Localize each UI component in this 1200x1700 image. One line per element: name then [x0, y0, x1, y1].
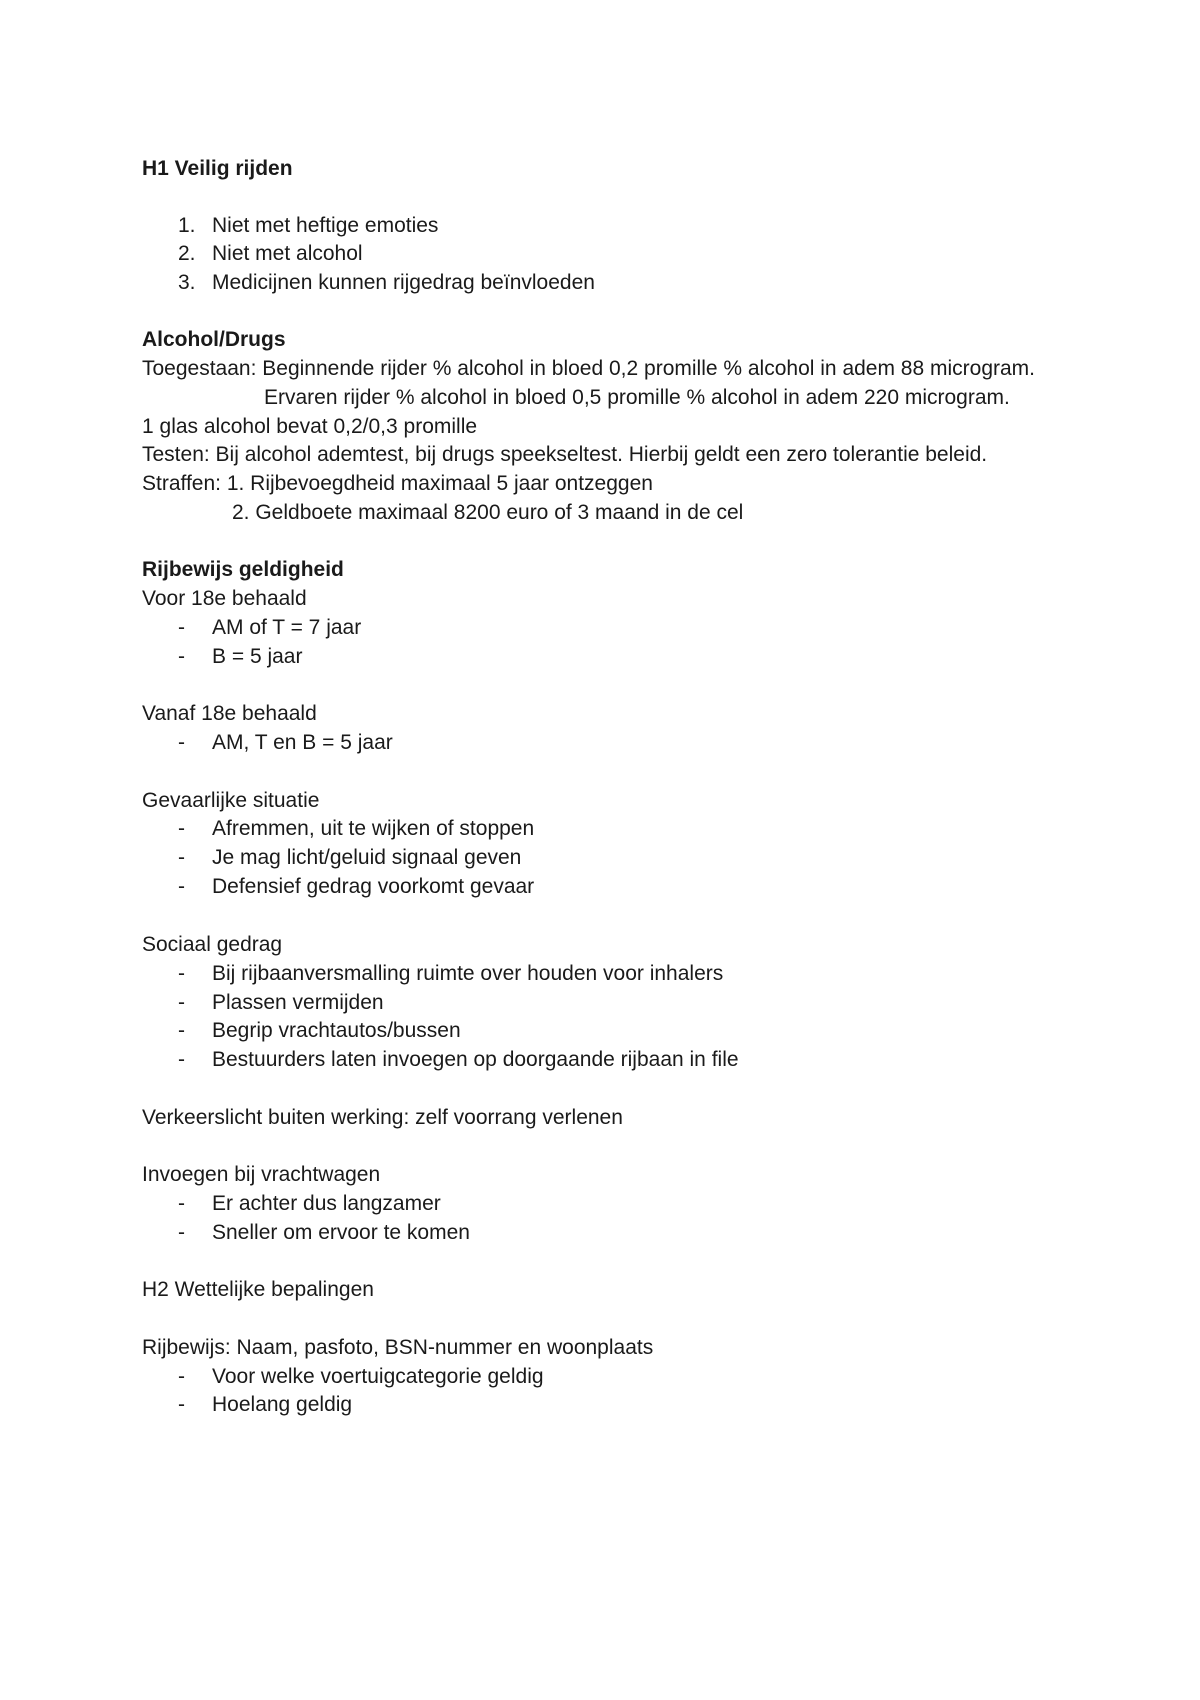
list-text: Begrip vrachtautos/bussen	[212, 1019, 461, 1042]
allowed-beginner: Toegestaan: Beginnende rijder % alcohol in bloed 0,2 promille % alcohol in adem 88 microgram.	[142, 357, 1036, 380]
heading-alcohol: Alcohol/Drugs	[142, 328, 286, 351]
heading-h1: H1 Veilig rijden	[142, 157, 293, 180]
list-text: AM of T = 7 jaar	[212, 616, 362, 639]
heading-license: Rijbewijs geldigheid	[142, 558, 344, 581]
heading-merge: Invoegen bij vrachtwagen	[142, 1163, 381, 1186]
list-text: Je mag licht/geluid signaal geven	[212, 846, 522, 869]
list-item	[142, 1018, 1142, 1044]
license-card-info: Rijbewijs: Naam, pasfoto, BSN-nummer en woonplaats	[142, 1336, 654, 1359]
bullet-dash: -	[178, 645, 185, 668]
glass-info: 1 glas alcohol bevat 0,2/0,3 promille	[142, 415, 478, 438]
list-text: Voor welke voertuigcategorie geldig	[212, 1365, 544, 1388]
list-text: Niet met alcohol	[212, 242, 363, 265]
list-text: Medicijnen kunnen rijgedrag beïnvloeden	[212, 271, 595, 294]
list-text: Bij rijbaanversmalling ruimte over houden voor inhalers	[212, 962, 724, 985]
tests-info: Testen: Bij alcohol ademtest, bij drugs speekseltest. Hierbij geldt een zero tolerantie beleid.	[142, 443, 988, 466]
heading-social: Sociaal gedrag	[142, 933, 283, 956]
list-text: Bestuurders laten invoegen op doorgaande rijbaan in file	[212, 1048, 739, 1071]
list-number: 2.	[178, 242, 196, 265]
list-number: 3.	[178, 271, 196, 294]
penalty-2: 2. Geldboete maximaal 8200 euro of 3 maand in de cel	[232, 501, 744, 524]
bullet-dash: -	[178, 1365, 185, 1388]
bullet-dash: -	[178, 962, 185, 985]
allowed-experienced: Ervaren rijder % alcohol in bloed 0,5 promille % alcohol in adem 220 microgram.	[264, 386, 1010, 409]
list-item	[142, 1047, 1142, 1073]
bullet-dash: -	[178, 1221, 185, 1244]
list-item	[142, 241, 1142, 267]
before-18: Voor 18e behaald	[142, 587, 307, 610]
list-item	[142, 1364, 1142, 1390]
list-item	[142, 816, 1142, 842]
list-text: Sneller om ervoor te komen	[212, 1221, 470, 1244]
list-item	[142, 615, 1142, 641]
bullet-dash: -	[178, 616, 185, 639]
bullet-dash: -	[178, 731, 185, 754]
list-text: Er achter dus langzamer	[212, 1192, 441, 1215]
list-item	[142, 270, 1142, 296]
list-item	[142, 730, 1142, 756]
traffic-light-rule: Verkeerslicht buiten werking: zelf voorrang verlenen	[142, 1106, 623, 1129]
list-text: Plassen vermijden	[212, 991, 384, 1014]
list-number: 1.	[178, 214, 196, 237]
list-text: B = 5 jaar	[212, 645, 303, 668]
heading-danger: Gevaarlijke situatie	[142, 789, 320, 812]
bullet-dash: -	[178, 875, 185, 898]
bullet-dash: -	[178, 1192, 185, 1215]
list-item	[142, 1191, 1142, 1217]
bullet-dash: -	[178, 1393, 185, 1416]
list-item	[142, 845, 1142, 871]
bullet-dash: -	[178, 817, 185, 840]
list-text: Afremmen, uit te wijken of stoppen	[212, 817, 535, 840]
list-item	[142, 961, 1142, 987]
list-item	[142, 990, 1142, 1016]
list-text: AM, T en B = 5 jaar	[212, 731, 393, 754]
list-item	[142, 1392, 1142, 1418]
heading-h2: H2 Wettelijke bepalingen	[142, 1278, 374, 1301]
penalty-1: Straffen: 1. Rijbevoegdheid maximaal 5 jaar ontzeggen	[142, 472, 653, 495]
list-text: Hoelang geldig	[212, 1393, 353, 1416]
bullet-dash: -	[178, 1019, 185, 1042]
bullet-dash: -	[178, 1048, 185, 1071]
list-item	[142, 644, 1142, 670]
bullet-dash: -	[178, 991, 185, 1014]
list-text: Niet met heftige emoties	[212, 214, 439, 237]
bullet-dash: -	[178, 846, 185, 869]
list-item	[142, 874, 1142, 900]
from-18: Vanaf 18e behaald	[142, 702, 317, 725]
list-item	[142, 1220, 1142, 1246]
list-text: Defensief gedrag voorkomt gevaar	[212, 875, 535, 898]
list-item	[142, 213, 1142, 239]
